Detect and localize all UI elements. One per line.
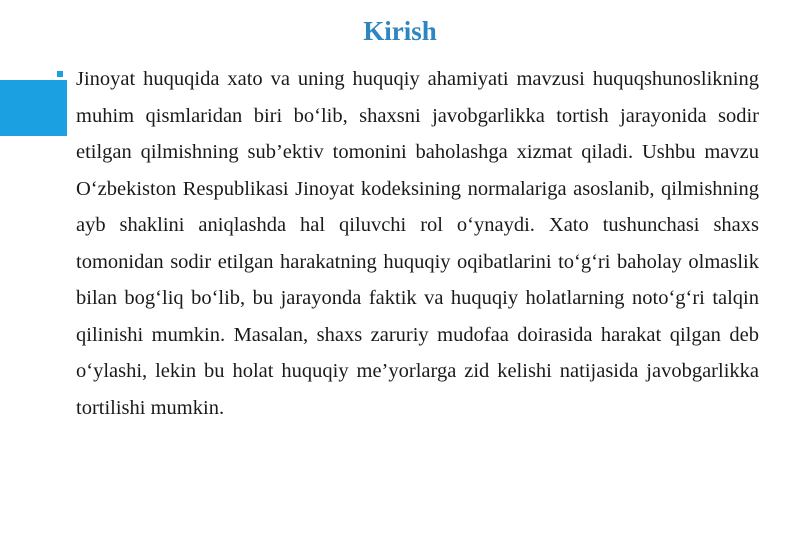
body-paragraph: Jinoyat huquqida xato va uning huquqiy ahamiyati mavzusi huquqshunoslikning muhim qismlaridan biri bo‘lib, shaxsni javobgarlikka tortish jarayonida sodir etilgan qilmishning sub’ektiv tomonini baholashga xizmat qiladi. Ushbu mavzu O‘zbekiston Respublikasi Jinoyat kodeksining normalariga asoslanib, qilmishning ayb shaklini aniqlashda hal qiluvchi rol o‘ynaydi. Xato tushunchasi shaxs tomonidan sodir etilgan harakatning huquqiy oqibatlarini to‘g‘ri baholay olmaslik bilan bog‘liq bo‘lib, bu jarayonda faktik va huquqiy holatlarning noto‘g‘ri talqin qilinishi mumkin. Masalan, shaxs zaruriy mudofaa doirasida harakat qilgan deb o‘ylashi, lekin bu holat huquqiy me’yorlarga zid kelishi natijasida javobgarlikka tortilishi mumkin. (76, 68, 759, 419)
slide-title: Kirish (363, 16, 437, 46)
bullet-square-icon (57, 71, 63, 77)
accent-bar (0, 80, 67, 136)
